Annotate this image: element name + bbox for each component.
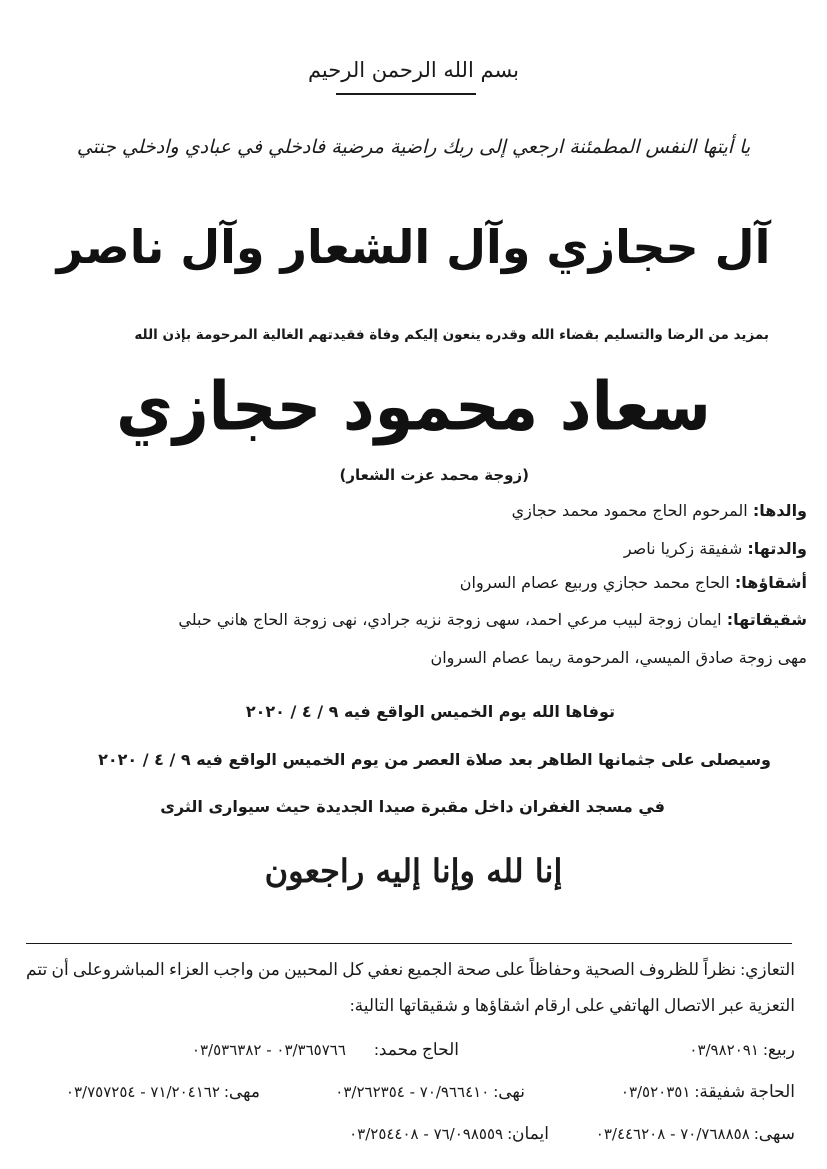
phone-rabie-number: ٠٣/٩٨٢٠٩١ bbox=[689, 1041, 759, 1059]
phone-noha-label: نهى: bbox=[493, 1082, 525, 1101]
phone-soha bbox=[596, 1124, 795, 1144]
sisters-row bbox=[178, 609, 807, 631]
announcement-text: بمزيد من الرضا والتسليم بقضاء الله وقدره ينعون إليكم وفاة فقيدتهم الغالية المرحومة بإذن الله bbox=[134, 327, 769, 343]
phone-soha-number: ٧٠/٧٦٨٨٥٨ - ٠٣/٤٤٦٢٠٨ bbox=[595, 1125, 750, 1143]
phone-mohamad-label: الحاج محمد: bbox=[374, 1040, 459, 1059]
condolences-line1: التعازي: نظراً للظروف الصحية وحفاظاً على صحة الجميع نعفي كل المحبين من واجب العزاء المباشروعلى أن تتم bbox=[26, 960, 795, 979]
phone-soha-label: سهى: bbox=[754, 1124, 795, 1143]
burial-location-line: في مسجد الغفران داخل مقبرة صيدا الجديدة حيث سيوارى الثرى bbox=[160, 797, 665, 816]
funeral-prayer-line: وسيصلى على جثمانها الطاهر بعد صلاة العصر من يوم الخميس الواقع فيه ٩ / ٤ / ٢٠٢٠ bbox=[98, 750, 771, 769]
phone-shafika-number: ٠٣/٥٢٠٣٥١ bbox=[620, 1083, 691, 1101]
brothers-label: أشقاؤها: bbox=[734, 573, 807, 592]
phone-maha-number: ٧١/٢٠٤١٦٢ - ٠٣/٧٥٧٢٥٤ bbox=[65, 1083, 220, 1101]
father-label: والدها: bbox=[752, 501, 807, 520]
mother-value: شفيقة زكريا ناصر bbox=[623, 539, 743, 558]
sisters-value-line1: ايمان زوجة لبيب مرعي احمد، سهى زوجة نزيه جرادي، نهى زوجة الحاج هاني حبلي bbox=[178, 610, 722, 629]
phone-iman bbox=[349, 1124, 549, 1144]
phone-iman-number: ٧٦/٠٩٨٥٥٩ - ٠٣/٢٥٤٤٠٨ bbox=[349, 1125, 504, 1143]
father-value: المرحوم الحاج محمود محمد حجازي bbox=[511, 501, 748, 520]
sisters-value-line2: مهى زوجة صادق الميسي، المرحومة ريما عصام السروان bbox=[430, 648, 807, 667]
family-names-heading: آل حجازي وآل الشعار وآل ناصر bbox=[56, 220, 771, 274]
phone-mohamad-number: ٠٣/٣٦٥٧٦٦ - ٠٣/٥٣٦٣٨٢ bbox=[191, 1041, 346, 1059]
closing-calligraphy: إنا لله وإنا إليه راجعون bbox=[264, 852, 563, 890]
phone-noha-number: ٧٠/٩٦٦٤١٠ - ٠٣/٢٦٢٣٥٤ bbox=[335, 1083, 490, 1101]
phone-noha bbox=[335, 1082, 525, 1102]
phone-rabie bbox=[689, 1040, 795, 1060]
quran-verse: يا أيتها النفس المطمئنة ارجعي إلى ربك راضية مرضية فادخلي في عبادي وادخلي جنتي bbox=[76, 136, 751, 158]
basmala-calligraphy: بسم الله الرحمن الرحيم bbox=[307, 58, 520, 82]
brothers-value: الحاج محمد حجازي وربيع عصام السروان bbox=[459, 573, 730, 592]
mother-label: والدتها: bbox=[747, 539, 807, 558]
mother-row bbox=[624, 538, 807, 560]
condolences-line2: التعزية عبر الاتصال الهاتفي على ارقام اشقاؤها و شقيقاتها التالية: bbox=[349, 996, 795, 1015]
phone-shafika-label: الحاجة شفيقة: bbox=[694, 1082, 795, 1101]
death-date-line: توفاها الله يوم الخميس الواقع فيه ٩ / ٤ / ٢٠٢٠ bbox=[245, 702, 615, 721]
father-row bbox=[512, 500, 807, 522]
brothers-row bbox=[460, 572, 807, 594]
phone-mohamad bbox=[192, 1040, 459, 1060]
phone-iman-label: ايمان: bbox=[507, 1124, 549, 1143]
divider-line bbox=[26, 943, 792, 944]
basmala-underline bbox=[336, 93, 476, 95]
deceased-spouse: (زوجة محمد عزت الشعار) bbox=[339, 466, 529, 484]
deceased-name: سعاد محمود حجازي bbox=[116, 367, 711, 446]
phone-shafika bbox=[621, 1082, 795, 1102]
phone-rabie-label: ربيع: bbox=[763, 1040, 795, 1059]
sisters-label: شقيقاتها: bbox=[726, 610, 807, 629]
phone-maha bbox=[66, 1082, 260, 1102]
phone-maha-label: مهى: bbox=[224, 1082, 260, 1101]
